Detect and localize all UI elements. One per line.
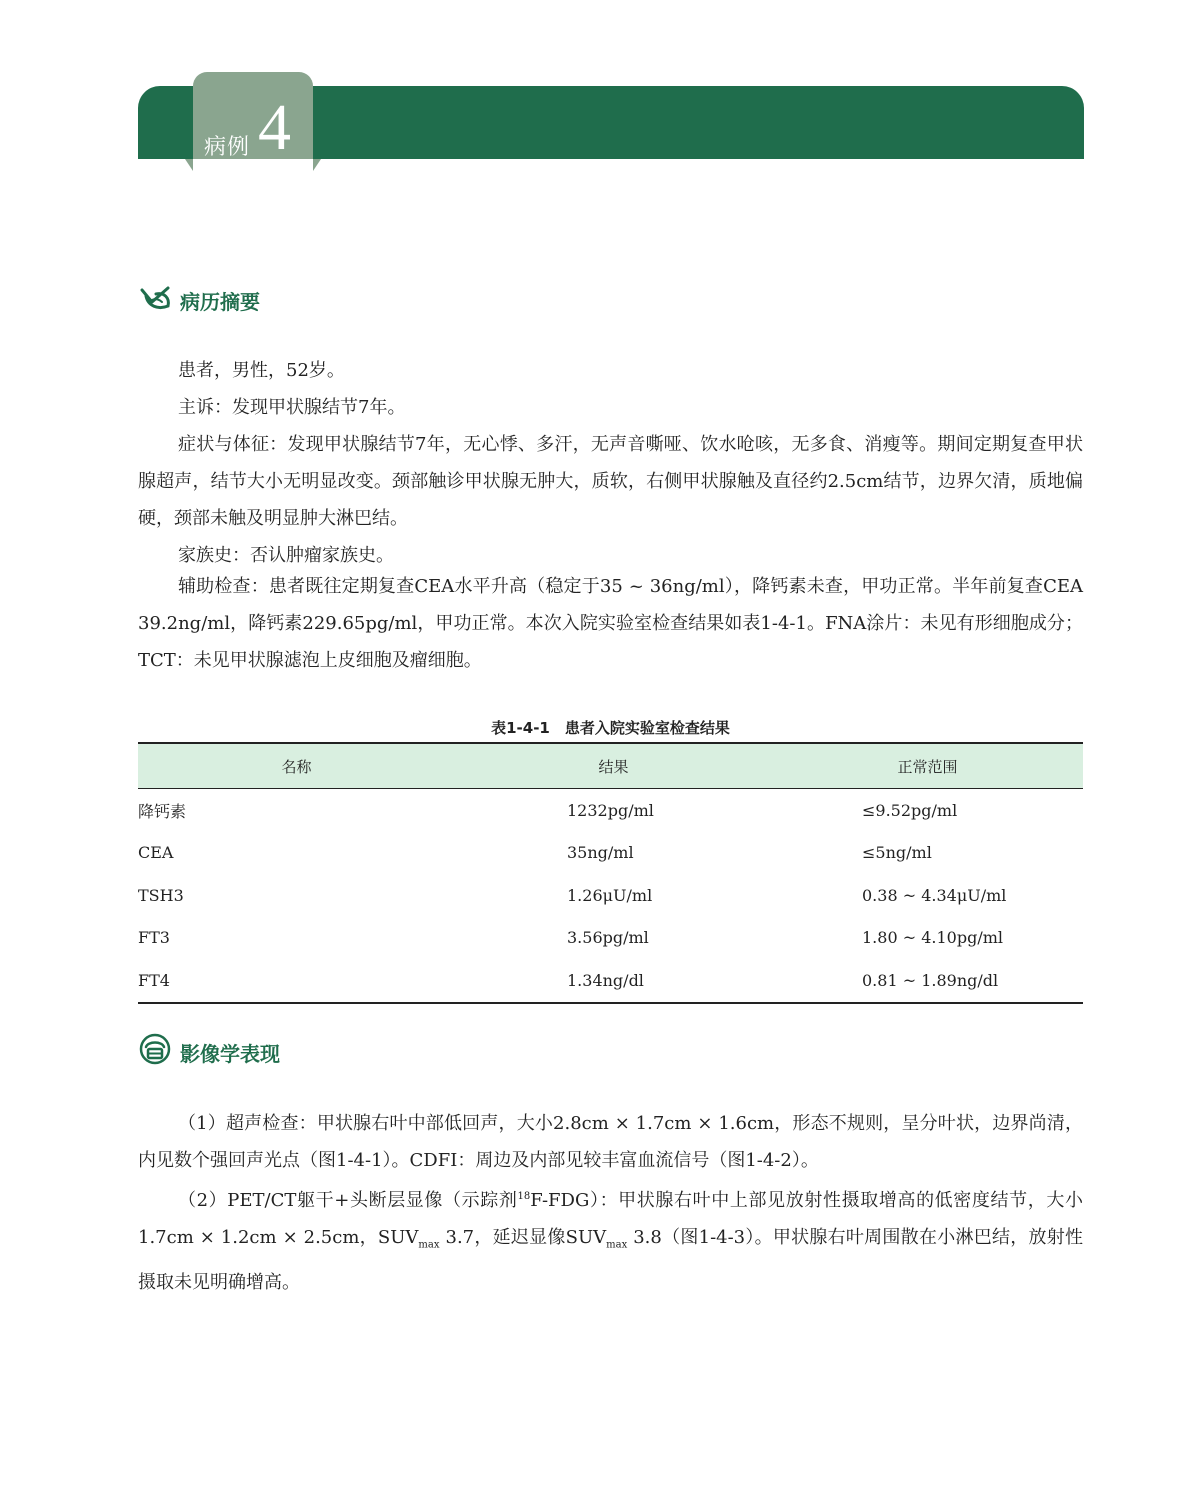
- cell-range: 0.81 ~ 1.89ng/dl: [772, 959, 1083, 1003]
- table-row: [138, 874, 1083, 917]
- cell-range: ≤9.52pg/ml: [862, 800, 958, 820]
- isotope-superscript: 18: [517, 1191, 531, 1202]
- monitor-icon: [138, 1032, 174, 1072]
- leaf-icon: [138, 280, 174, 320]
- symptoms-signs: 症状与体征：发现甲状腺结节7年，无心悸、多汗，无声音嘶哑、饮水呛咳，无多食、消瘦等。期间定期复查甲状腺超声，结节大小无明显改变。颈部触诊甲状腺无肿大，质软，右侧甲状腺触及直径约2.5cm结节，边界欠清，质地偏硬，颈部未触及明显肿大淋巴结。: [138, 434, 1083, 529]
- family-history: 家族史：否认肿瘤家族史。: [178, 545, 394, 566]
- lab-results-table: [138, 742, 1083, 1004]
- cell-range: 0.38 ~ 4.34μU/ml: [862, 885, 1007, 905]
- petct-text-c: 3.7，延迟显像SUV: [439, 1227, 607, 1248]
- cell-name: 降钙素: [138, 801, 187, 821]
- petct-text-b: F-FDG）：甲状腺右叶中上部见放射性摄取增高的低密度结节，大小1.7cm × 1.2cm × 2.5cm，SUV: [138, 1190, 1084, 1248]
- ultrasound-paragraph: （1）超声检查：甲状腺右叶中部低回声，大小2.8cm × 1.7cm × 1.6cm，形态不规则，呈分叶状，边界尚清，内见数个强回声光点（图1-4-1）。CDFI：周边及内部见较丰富血流信号（图1-4-2）。: [138, 1113, 1083, 1171]
- table-row: [138, 789, 1083, 832]
- tab-fold-left: [185, 159, 193, 171]
- col-header-name: 名称: [138, 743, 455, 789]
- suv-subscript: max: [606, 1239, 628, 1251]
- petct-paragraph: [138, 1178, 1083, 1301]
- col-header-result: 结果: [455, 743, 772, 789]
- table-row: [138, 959, 1083, 1003]
- cell-range: 1.80 ~ 4.10pg/ml: [862, 928, 1003, 948]
- table-row: [138, 917, 1083, 960]
- cell-result: 1232pg/ml: [567, 800, 654, 820]
- petct-text-a: （2）PET/CT躯干+头断层显像（示踪剂: [178, 1190, 518, 1211]
- table-caption: 表1-4-1 患者入院实验室检查结果: [491, 719, 730, 737]
- col-header-range: 正常范围: [772, 743, 1083, 789]
- suv-subscript: max: [418, 1239, 440, 1251]
- cell-result: 35ng/ml: [567, 843, 634, 863]
- cell-name: TSH3: [138, 885, 184, 905]
- section-heading-history: [138, 280, 260, 320]
- patient-info: 患者，男性，52岁。: [178, 360, 345, 381]
- section-heading-imaging: [138, 1032, 280, 1072]
- chief-complaint: 主诉：发现甲状腺结节7年。: [178, 397, 406, 418]
- case-label: 病例: [204, 135, 251, 160]
- case-number: 4: [258, 91, 291, 164]
- cell-range: ≤5ng/ml: [862, 843, 932, 863]
- cell-name: CEA: [138, 843, 174, 863]
- table-row: [138, 832, 1083, 875]
- petct-text-d: 3.8（图1-4-3）。甲状腺右叶周围散在小淋巴结，放射性摄取未见明确增高。: [138, 1227, 1083, 1293]
- cell-result: 1.34ng/dl: [455, 959, 772, 1003]
- tab-fold-right: [313, 159, 321, 171]
- section-title: 病历摘要: [180, 289, 260, 314]
- cell-result: 3.56pg/ml: [567, 928, 649, 948]
- auxiliary-exam: 辅助检查：患者既往定期复查CEA水平升高（稳定于35 ~ 36ng/ml），降钙素未查，甲功正常。半年前复查CEA 39.2ng/ml，降钙素229.65pg/ml，甲功正常。本次入院实验室检查结果如表1-4-1。FNA涂片：未见有形细胞成分；TCT：未见甲状腺滤泡上皮细胞及瘤细胞。: [138, 576, 1083, 671]
- cell-name: FT4: [138, 959, 455, 1003]
- section-title: 影像学表现: [180, 1041, 280, 1066]
- cell-name: FT3: [138, 928, 170, 948]
- table-header-row: [138, 743, 1083, 789]
- cell-result: 1.26μU/ml: [567, 885, 653, 905]
